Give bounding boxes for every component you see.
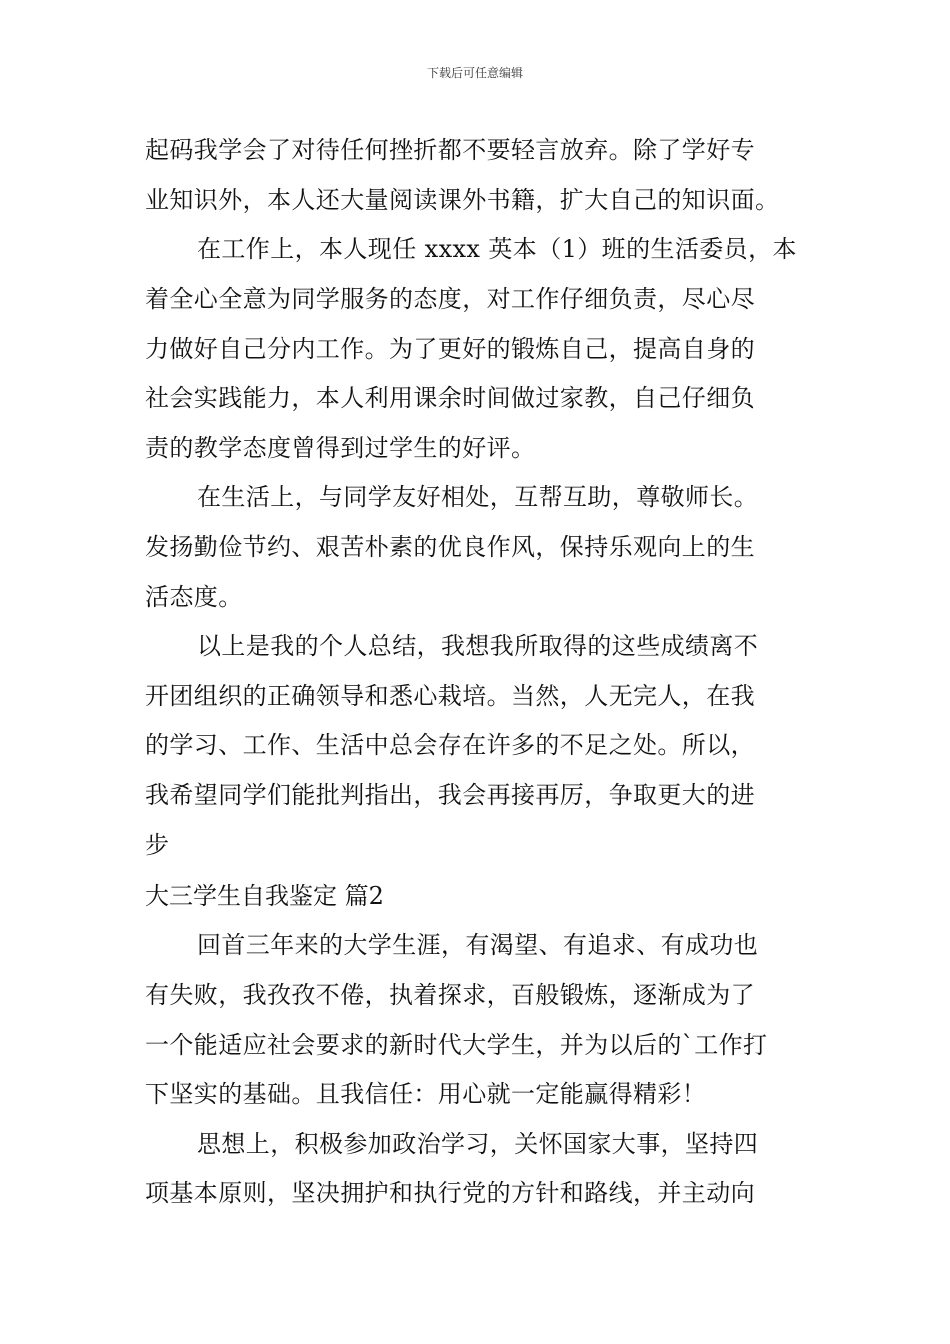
paragraph-line: 活态度。 — [145, 583, 243, 611]
paragraph-line: 以上是我的个人总结，我想我所取得的这些成绩离不 — [197, 632, 759, 660]
paragraph-line: 回首三年来的大学生涯，有渴望、有追求、有成功也 — [197, 931, 759, 959]
paragraph-line: 一个能适应社会要求的新时代大学生，并为以后的`工作打 — [145, 1031, 768, 1059]
section-heading: 大三学生自我鉴定 篇2 — [145, 882, 384, 910]
paragraph-line: 的学习、工作、生活中总会存在许多的不足之处。所以， — [145, 731, 755, 759]
page-header: 下载后可任意编辑 — [426, 66, 523, 80]
paragraph-line: 着全心全意为同学服务的态度，对工作仔细负责，尽心尽 — [145, 285, 755, 313]
paragraph-line: 力做好自己分内工作。为了更好的锻炼自己，提高自身的 — [145, 335, 755, 363]
paragraph-line: 开团组织的正确领导和悉心栽培。当然，人无完人，在我 — [145, 682, 755, 710]
paragraph-line: 下坚实的基础。且我信任：用心就一定能赢得精彩！ — [145, 1080, 707, 1108]
paragraph-line: 步 — [145, 831, 170, 859]
paragraph-line: 思想上，积极参加政治学习，关怀国家大事，坚持四 — [197, 1130, 759, 1158]
paragraph-line: 发扬勤俭节约、艰苦朴素的优良作风，保持乐观向上的生 — [145, 533, 755, 561]
paragraph-line: 责的教学态度曾得到过学生的好评。 — [145, 434, 536, 462]
paragraph-line: 有失败，我孜孜不倦，执着探求，百般锻炼，逐渐成为了 — [145, 981, 755, 1009]
paragraph-line: 在工作上，本人现任 xxxx 英本（1）班的生活委员，本 — [197, 235, 797, 263]
paragraph-line: 我希望同学们能批判指出，我会再接再厉，争取更大的进 — [145, 781, 755, 809]
paragraph-line: 在生活上，与同学友好相处，互帮互助，尊敬师长。 — [197, 483, 759, 511]
paragraph-line: 起码我学会了对待任何挫折都不要轻言放弃。除了学好专 — [145, 136, 755, 164]
paragraph-line: 业知识外，本人还大量阅读课外书籍，扩大自己的知识面。 — [145, 186, 780, 214]
paragraph-line: 社会实践能力，本人利用课余时间做过家教，自己仔细负 — [145, 384, 755, 412]
paragraph-line: 项基本原则，坚决拥护和执行党的方针和路线，并主动向 — [145, 1179, 755, 1207]
